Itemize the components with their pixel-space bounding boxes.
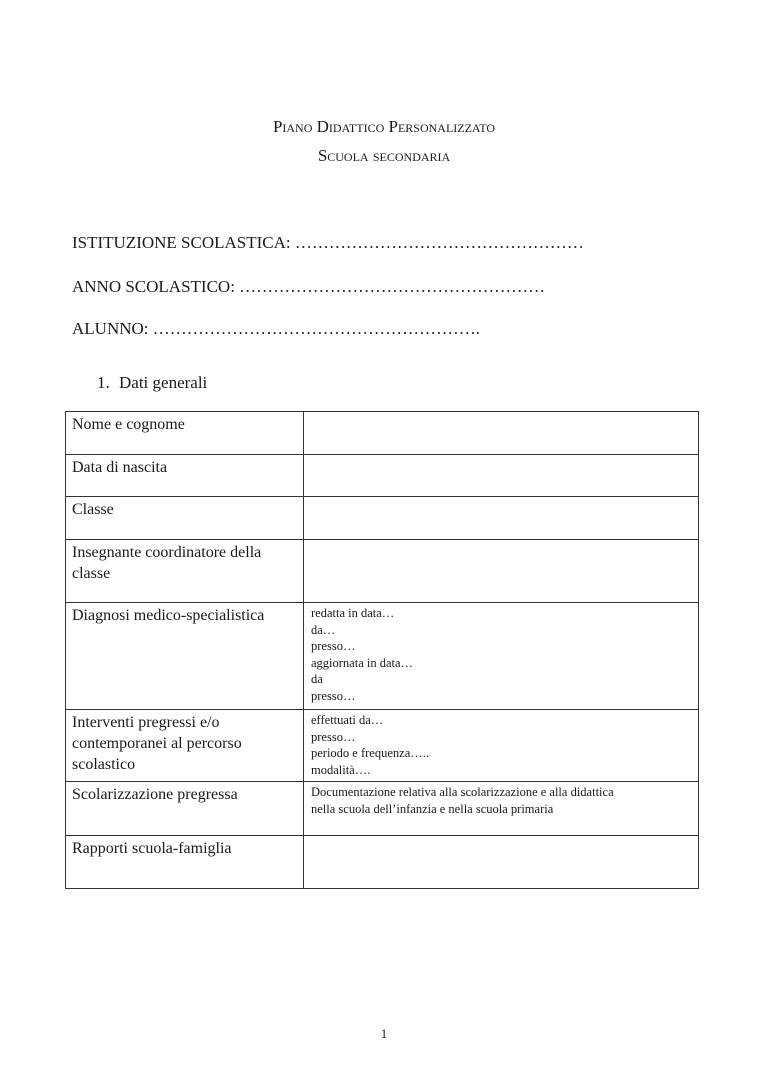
row-label: Classe <box>66 497 304 540</box>
value-line: periodo e frequenza….. <box>311 746 429 760</box>
table-row <box>66 412 699 455</box>
value-line: presso… <box>311 688 356 703</box>
row-label: Scolarizzazione pregressa <box>66 782 304 836</box>
row-value-cell <box>304 710 699 782</box>
value-line: redatta in data… <box>311 606 395 620</box>
value-line: nella scuola dell’infanzia e nella scuola primaria <box>311 801 554 816</box>
row-label: Rapporti scuola-famiglia <box>66 836 304 889</box>
anno-scolastico-field: ANNO SCOLASTICO: ……………………………………………… <box>72 277 546 296</box>
table-row <box>66 497 699 540</box>
row-value-cell <box>304 782 699 836</box>
row-label: Interventi pregressi e/o contemporanei al percorso scolastico <box>66 710 304 782</box>
table-row <box>66 455 699 497</box>
section-number: 1. <box>97 373 110 392</box>
table-row <box>66 782 699 836</box>
row-label: Diagnosi medico-specialistica <box>66 603 304 710</box>
value-line: effettuati da… <box>311 713 384 727</box>
row-value-cell <box>304 540 699 603</box>
table-row <box>66 603 699 710</box>
section-heading <box>97 373 207 393</box>
value-line: presso… <box>311 729 356 744</box>
row-label: Insegnante coordinatore della classe <box>66 540 304 603</box>
row-value-cell <box>304 455 699 497</box>
istituzione-scolastica-field: ISTITUZIONE SCOLASTICA: …………………………………………… <box>72 233 584 252</box>
table-row <box>66 836 699 889</box>
value-line: Documentazione relativa alla scolarizzazione e alla didattica <box>311 785 614 799</box>
row-label: Data di nascita <box>66 455 304 497</box>
row-value-cell <box>304 603 699 710</box>
row-label: Nome e cognome <box>66 412 304 455</box>
value-line: da <box>311 672 323 686</box>
table-row <box>66 710 699 782</box>
row-value-cell <box>304 497 699 540</box>
value-line: modalità…. <box>311 762 371 777</box>
page-number: 1 <box>380 1026 388 1041</box>
section-title: Dati generali <box>119 373 208 392</box>
alunno-field: ALUNNO: …………………………………………………. <box>72 319 480 338</box>
value-line: aggiornata in data… <box>311 655 414 670</box>
row-value-cell <box>304 412 699 455</box>
value-line: da… <box>311 622 336 637</box>
row-value-cell <box>304 836 699 889</box>
document-subtitle: Scuola secondaria <box>317 146 451 165</box>
document-title: Piano Didattico Personalizzato <box>272 117 496 136</box>
table-row <box>66 540 699 603</box>
value-line: presso… <box>311 639 356 653</box>
dati-generali-table <box>65 411 699 889</box>
